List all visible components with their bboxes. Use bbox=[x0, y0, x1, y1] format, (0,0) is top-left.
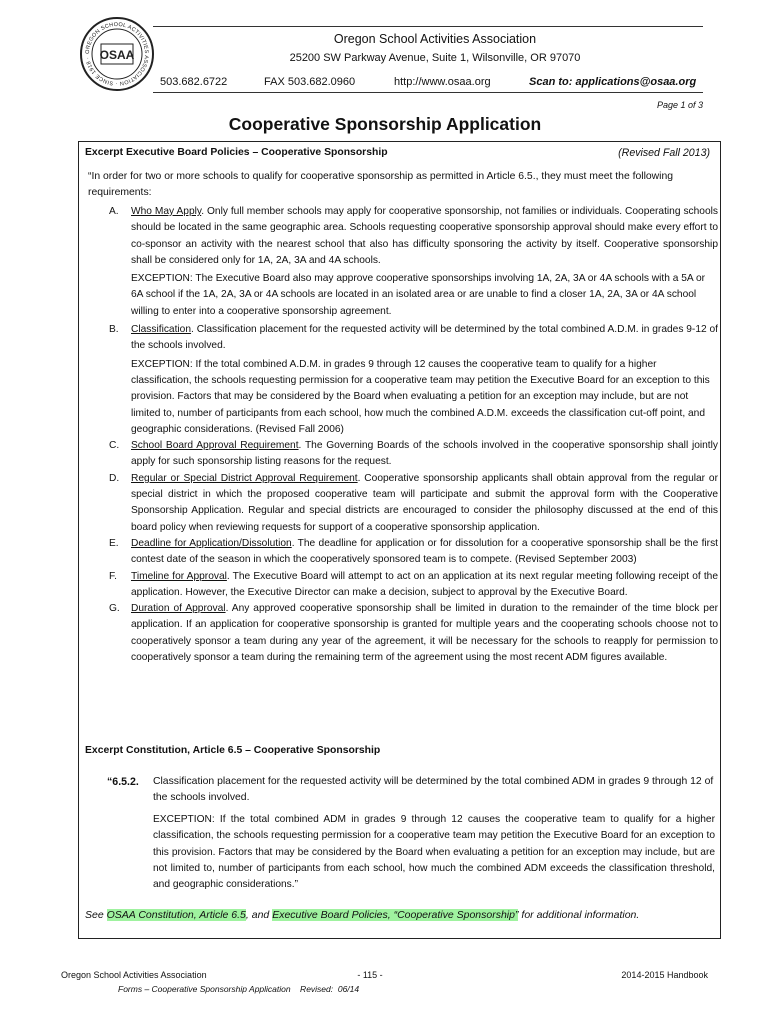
item-text: . Any approved cooperative sponsorship shall be limited in duration to the remainder of the time block per application. If an application for cooperative sponsorship is granted for multiple years and the cooperating schools choose not to cooperatively sponsor a team during any year of the agreement, it will be necessary for the schools to reapply for permission to cooperatively sponsor a team during the remaining term of the agreement using the most recent ADM figures available. bbox=[131, 603, 719, 664]
osaa-logo bbox=[79, 16, 155, 92]
policies-intro: “In order for two or more schools to qualify for cooperative sponsorship as permitted in Article 6.5., they must meet the following requirements: bbox=[88, 171, 674, 199]
requirement-item bbox=[85, 601, 718, 666]
item-term: Classification bbox=[131, 324, 192, 336]
requirement-item bbox=[85, 322, 718, 438]
policies-heading: Excerpt Executive Board Policies – Cooperative Sponsorship bbox=[85, 147, 388, 158]
item-letter: B. bbox=[109, 324, 119, 336]
page-title: Cooperative Sponsorship Application bbox=[228, 114, 542, 134]
see-also-prefix: See bbox=[85, 909, 107, 921]
constitution-number: “6.5.2. bbox=[107, 776, 139, 788]
requirements-list bbox=[85, 204, 718, 666]
item-text: . The deadline for application or for dissolution for a cooperative sponsorship shall be the first contest date of the season in which the cooperatively sponsored team is to compete. (Revised September 2003) bbox=[131, 537, 718, 566]
svg-text:OSAA: OSAA bbox=[99, 48, 135, 62]
see-also-line bbox=[85, 907, 715, 923]
item-term: Timeline for Approval bbox=[131, 570, 227, 582]
item-term: Duration of Approval bbox=[131, 603, 226, 615]
footer-handbook: 2014-2015 Handbook bbox=[621, 970, 708, 980]
item-term: Deadline for Application/Dissolution bbox=[131, 537, 292, 549]
item-term: Who May Apply bbox=[131, 206, 202, 217]
item-letter: D. bbox=[109, 472, 120, 484]
item-text: . Classification placement for the requested activity will be determined by the total combined A.D.M. in grades 9-12 of the schools involved. bbox=[131, 324, 718, 352]
item-text: . The Governing Boards of the schools involved in the cooperative sponsorship shall jointly apply for such sponsorship listing reasons for the request. bbox=[131, 440, 718, 468]
constitution-link[interactable]: OSAA Constitution, Article 6.5 bbox=[106, 909, 246, 921]
see-also-middle: , and bbox=[245, 909, 273, 921]
item-letter: E. bbox=[109, 537, 119, 549]
org-address: 25200 SW Parkway Avenue, Suite 1, Wilsonville, OR 97070 bbox=[289, 52, 581, 64]
item-exception: EXCEPTION: The Executive Board also may approve cooperative sponsorships involving 1A, 2A, 3A or 4A schools with a 5A or 6A school if the 1A, 2A, 3A or 4A schools are located in an isolated area or are unable to find a closer 1A, 2A, 3A or 4A school willing to enter into a cooperative sponsorship agreement. bbox=[131, 273, 706, 317]
item-text: . Cooperative sponsorship applicants shall obtain approval from the regular or special district in which the proposed cooperative team will participate and submit the approval form with the Cooperative Sponsorship Application. Regular and special districts are encouraged to consider the philosophy discussed at the end of this board policy when reviewing requests for support of a cooperative sponsorship application. bbox=[131, 472, 718, 533]
see-also-suffix: for additional information. bbox=[518, 909, 640, 921]
page-number: Page 1 of 3 bbox=[656, 100, 703, 110]
scan-to-email[interactable]: Scan to: applications@osaa.org bbox=[529, 76, 697, 88]
item-text: . The Executive Board will attempt to act on an application at its next regular meeting following receipt of the application. However, the Executive Director can make a decision, subject to approval by the Executive Board. bbox=[131, 570, 718, 598]
constitution-heading: Excerpt Constitution, Article 6.5 – Cooperative Sponsorship bbox=[85, 745, 381, 756]
footer-page: - 115 - bbox=[357, 970, 383, 980]
fax-number: FAX 503.682.0960 bbox=[264, 76, 356, 88]
constitution-text: Classification placement for the requested activity will be determined by the total combined ADM in grades 9 through 12 of the schools involved. bbox=[153, 776, 714, 804]
website-link[interactable]: http://www.osaa.org bbox=[394, 76, 491, 88]
policies-revised: (Revised Fall 2013) bbox=[618, 147, 710, 159]
svg-text:OREGON SCHOOL ACTIVITIES ASSOC: OREGON SCHOOL ACTIVITIES ASSOCIATION · SINCE 1918 · bbox=[84, 21, 150, 87]
requirement-item bbox=[85, 569, 718, 602]
requirement-item bbox=[85, 536, 718, 569]
constitution-exception: EXCEPTION: If the total combined ADM in grades 9 through 12 causes the cooperative team to qualify for a higher classification, the schools requesting permission for a cooperative team may petition the Executive Board for an exception to this provision. Factors that may be considered by the Board when evaluating a petition for an exception may include, but are not limited to, number of participants from each school, how much the combined ADM exceeds the classification threshold, and geographic considerations.” bbox=[153, 814, 715, 891]
header-bottom-rule bbox=[153, 92, 703, 93]
item-text: . Only full member schools may apply for cooperative sponsorship, not families or individuals. Cooperating schools should be located in the same geographic area. Schools requesting cooperative sponsorship approval should make every effort to co-sponsor an activity with the nearest school that also has difficulty sponsoring the activity by itself. Cooperative sponsorship shall be considered only for 1A, 2A, 3A and 4A schools. bbox=[131, 206, 718, 266]
item-exception: EXCEPTION: If the total combined A.D.M. in grades 9 through 12 causes the cooperative team to qualify for a higher classification, the schools requesting permission for a cooperative team may petition the Executive Board for an exception to this provision. Factors that may be considered by the Board when evaluating a petition for an exception may include, but are not limited to, number of participants from each school, how much the combined A.D.M. exceeds the classification cut-off point, and geographic considerations. bbox=[131, 358, 710, 435]
item-letter: G. bbox=[109, 603, 120, 615]
footer-form-revised: Forms – Cooperative Sponsorship Application Revised: 06/14 bbox=[118, 984, 360, 994]
item-letter: C. bbox=[109, 440, 120, 452]
item-letter: F. bbox=[109, 570, 117, 582]
item-term: Regular or Special District Approval Requirement bbox=[131, 472, 358, 484]
requirement-item bbox=[85, 438, 718, 471]
item-term: School Board Approval Requirement bbox=[131, 440, 299, 452]
item-letter: A. bbox=[109, 206, 119, 217]
policies-link[interactable]: Executive Board Policies, “Cooperative Sponsorship” bbox=[272, 909, 519, 921]
footer-org: Oregon School Activities Association bbox=[61, 970, 207, 980]
requirement-item bbox=[85, 204, 718, 320]
requirement-item bbox=[85, 471, 718, 536]
phone-number: 503.682.6722 bbox=[160, 76, 228, 88]
header-top-rule bbox=[153, 26, 703, 27]
item-exception-revised: (Revised Fall 2006) bbox=[255, 423, 344, 435]
org-name: Oregon School Activities Association bbox=[333, 32, 537, 46]
